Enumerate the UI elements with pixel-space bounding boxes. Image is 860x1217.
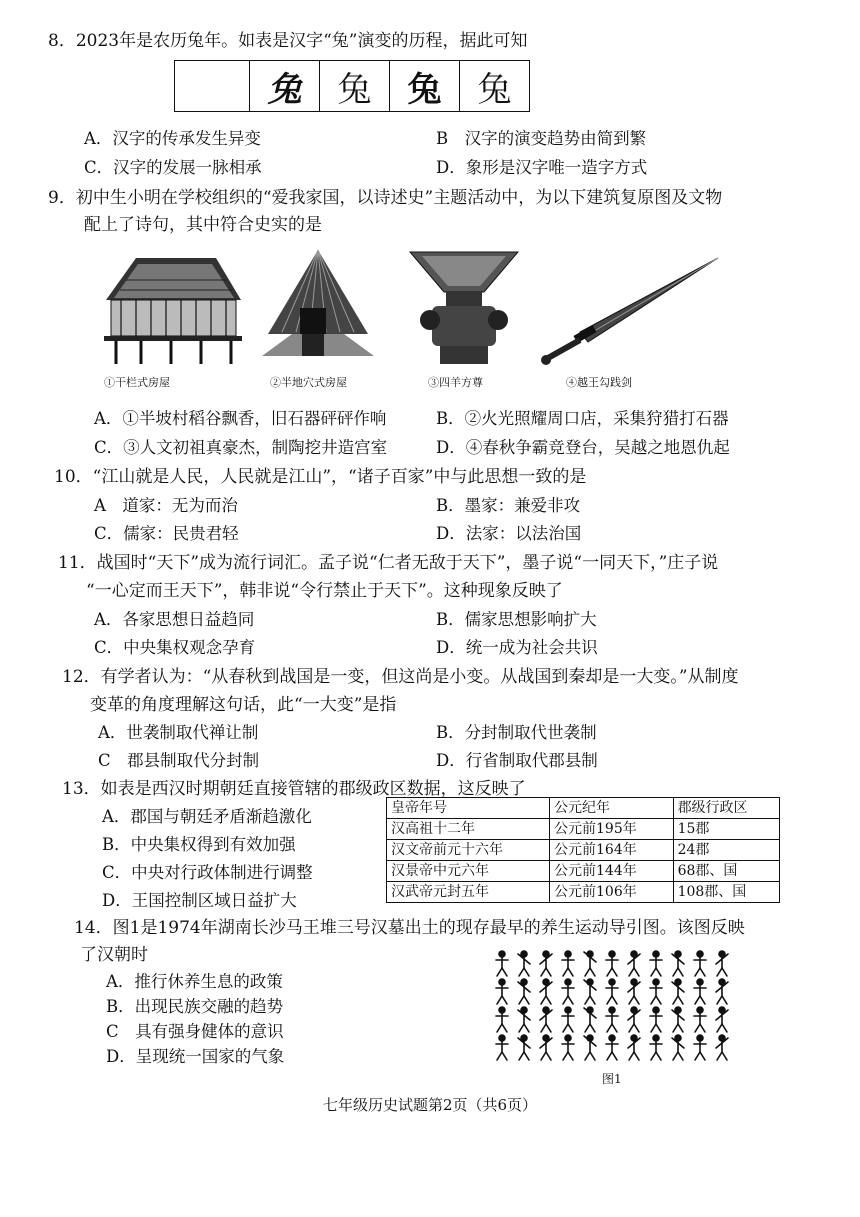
q11-stem-line2: “一心定而王天下”，韩非说“令行禁止于天下”。这种现象反映了 (86, 581, 563, 601)
table-row (387, 882, 780, 903)
table-header-cell: 皇帝年号 (387, 798, 550, 819)
table-cell: 公元前144年 (550, 861, 674, 882)
q13-option-d: D．王国控制区域日益扩大 (102, 891, 297, 910)
q14-option-d: D．呈现统一国家的气象 (106, 1047, 285, 1066)
q10-option-b: B．墨家：兼爱非攻 (436, 496, 581, 515)
caption-goujian-sword: ④越王勾践剑 (566, 376, 632, 389)
q9-option-a: A．①半坡村稻谷飘香，旧石器砰砰作响 (94, 409, 387, 428)
q10-stem: 10．“江山就是人民，人民就是江山”，“诸子百家”中与此思想一致的是 (54, 467, 587, 487)
q10-option-c: C．儒家：民贵君轻 (94, 524, 239, 543)
goujian-sword-image (540, 252, 722, 368)
table-cell: 汉景帝中元六年 (387, 861, 550, 882)
table-cell: 68郡、国 (673, 861, 779, 882)
q10-option-a: A 道家：无为而治 (94, 496, 238, 515)
figure1-caption: 图1 (602, 1072, 622, 1086)
caption-stilt-house: ①干栏式房屋 (104, 376, 170, 389)
q11-stem-line1: 11．战国时“天下”成为流行词汇。孟子说“仁者无敌于天下”，墨子说“一同天下，”庄子说 (58, 553, 719, 573)
table-header-row (387, 798, 780, 819)
table-cell: 108郡、国 (673, 882, 779, 903)
q12-option-b: B．分封制取代世袭制 (436, 723, 597, 742)
table-cell: 24郡 (673, 840, 779, 861)
caption-pit-house: ②半地穴式房屋 (270, 376, 347, 389)
q9-option-c: C．③人文初祖真豪杰，制陶挖井造宫室 (94, 438, 388, 457)
table-row (387, 861, 780, 882)
table-header-cell: 公元纪年 (550, 798, 674, 819)
stilt-house-image (96, 250, 246, 368)
table-cell: 汉高祖十二年 (387, 819, 550, 840)
q14-option-c: C 具有强身健体的意识 (106, 1022, 284, 1041)
glyph-bronze: 兔 (319, 61, 389, 111)
q11-option-a: A．各家思想日益趋同 (94, 610, 255, 629)
q9-option-d: D．④春秋争霸竞登台，吴越之地恩仇起 (436, 438, 730, 457)
q12-stem-line1: 12．有学者认为：“从春秋到战国是一变，但这尚是小变。从战国到秦却是一大变。”从制度 (62, 667, 739, 687)
q13-option-c: C．中央对行政体制进行调整 (102, 863, 313, 882)
pit-house-image (262, 246, 374, 366)
table-cell: 公元前195年 (550, 819, 674, 840)
q11-option-d: D．统一成为社会共识 (436, 638, 598, 657)
table-cell: 15郡 (673, 819, 779, 840)
q8-glyph-table (174, 60, 530, 112)
q9-stem-line2: 配上了诗句，其中符合史实的是 (84, 215, 322, 235)
glyph-cell-blank (175, 61, 249, 111)
glyph-oracle-bone: 兔 (249, 61, 319, 111)
q12-stem-line2: 变革的角度理解这句话，此“一大变”是指 (90, 695, 397, 715)
table-cell: 汉文帝前元十六年 (387, 840, 550, 861)
q12-option-a: A．世袭制取代禅让制 (98, 723, 259, 742)
q14-option-b: B．出现民族交融的趋势 (106, 997, 284, 1016)
table-cell: 公元前164年 (550, 840, 674, 861)
table-row (387, 840, 780, 861)
caption-four-ram-zun: ③四羊方尊 (428, 376, 483, 389)
glyph-seal: 兔 (389, 61, 459, 111)
q11-option-b: B．儒家思想影响扩大 (436, 610, 597, 629)
q8-option-d: D．象形是汉字唯一造字方式 (436, 158, 648, 177)
q13-option-b: B．中央集权得到有效加强 (102, 835, 296, 854)
table-header-cell: 郡级行政区 (673, 798, 779, 819)
q8-option-a: A．汉字的传承发生异变 (84, 129, 261, 148)
q14-stem-line1: 14．图1是1974年湖南长沙马王堆三号汉墓出土的现存最早的养生运动导引图。该图反映 (74, 918, 745, 938)
q13-stem: 13．如表是西汉时期朝廷直接管辖的郡级政区数据，这反映了 (62, 779, 526, 799)
q11-option-c: C．中央集权观念孕育 (94, 638, 256, 657)
table-cell: 汉武帝元封五年 (387, 882, 550, 903)
daoyin-exercise-chart-image (492, 948, 734, 1064)
four-ram-zun-image (406, 248, 522, 368)
q9-stem-line1: 9．初中生小明在学校组织的“爱我家国，以诗述史”主题活动中，为以下建筑复原图及文物 (48, 188, 723, 208)
page-footer: 七年级历史试题第2页（共6页） (322, 1096, 538, 1114)
table-row (387, 819, 780, 840)
q14-option-a: A．推行休养生息的政策 (106, 972, 283, 991)
q12-option-c: C 郡县制取代分封制 (98, 751, 260, 770)
q13-option-a: A．郡国与朝廷矛盾渐趋激化 (102, 807, 312, 826)
glyph-clerical: 兔 (459, 61, 529, 111)
western-han-commandery-table (386, 797, 780, 903)
q8-stem: 8．2023年是农历兔年。如表是汉字“兔”演变的历程，据此可知 (48, 31, 528, 51)
q14-stem-line2: 了汉朝时 (80, 945, 148, 965)
q10-option-d: D．法家：以法治国 (436, 524, 582, 543)
q12-option-d: D．行省制取代郡县制 (436, 751, 598, 770)
q8-option-b: B 汉字的演变趋势由简到繁 (436, 129, 647, 148)
table-cell: 公元前106年 (550, 882, 674, 903)
q9-option-b: B．②火光照耀周口店，采集狩猎打石器 (436, 409, 729, 428)
q8-option-c: C．汉字的发展一脉相承 (84, 158, 262, 177)
